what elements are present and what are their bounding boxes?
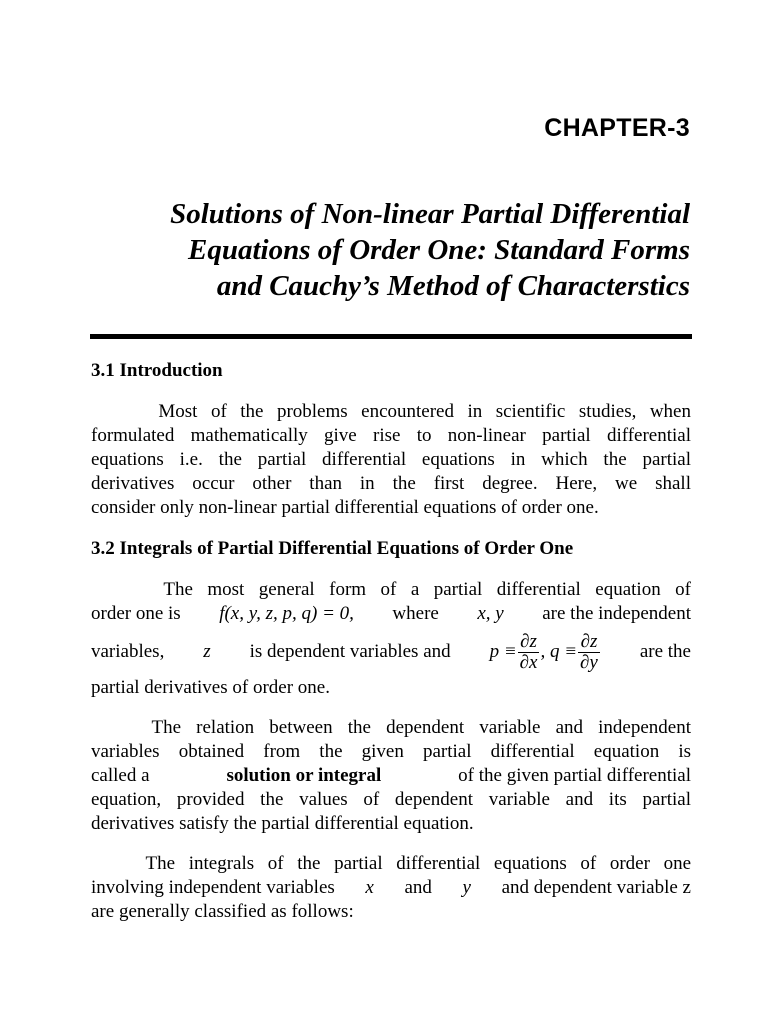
text-line: Most of the problems encountered in scientific studies, when	[91, 401, 691, 422]
text-line: consider only non-linear partial differential equations of order one.	[91, 497, 599, 518]
pde-general-form: f(x, y, z, p, q) = 0,	[219, 603, 354, 624]
fraction-dz-dx: $\frac{\partial z}{\partial x}$	[519, 630, 538, 673]
section-heading: 3.2 Integrals of Partial Differential Equations of Order One	[91, 538, 574, 559]
derivative-formula: p ≡ $\frac{\partial z}{\partial x}$ , q ≡ $\frac{\partial z}{\partial y}$	[489, 630, 598, 673]
text-line: The most general form of a partial differential equation of	[91, 579, 691, 600]
partial-derivative-definition-line: variables, z is dependent variables and p ≡ $\frac{\partial z}{\partial x}$ , q ≡ $\frac{\partial z}{\partial y}$ are the	[91, 630, 691, 673]
chapter-label: CHAPTER-3	[544, 114, 690, 142]
section-heading: 3.1 Introduction	[91, 360, 223, 381]
text-line: equation, provided the values of dependent variable and its partial	[91, 789, 691, 810]
chapter-title-line: Solutions of Non-linear Partial Differential	[170, 198, 690, 230]
text-line: derivatives occur other than in the first degree. Here, we shall	[91, 473, 691, 494]
text-line: derivatives satisfy the partial differential equation.	[91, 813, 474, 834]
title-divider	[90, 334, 692, 339]
fraction-dz-dy: $\frac{\partial z}{\partial y}$	[580, 630, 598, 673]
text-line: formulated mathematically give rise to non-linear partial differential	[91, 425, 691, 446]
text-line: variables obtained from the given partial differential equation is	[91, 741, 691, 762]
general-form-paragraph	[91, 578, 691, 626]
chapter-title	[60, 196, 690, 304]
text-line: The relation between the dependent variable and independent	[91, 717, 691, 738]
text-line: partial derivatives of order one.	[91, 677, 330, 698]
bold-term: solution or integral	[226, 765, 382, 786]
classification-paragraph	[91, 852, 691, 924]
text-line: The integrals of the partial differential equations of order one	[91, 853, 691, 874]
intro-paragraph	[91, 400, 691, 520]
text-line: called a solution or integral of the given partial differential	[91, 765, 691, 786]
chapter-title-line: Equations of Order One: Standard Forms	[188, 234, 690, 266]
text-line: order one is f(x, y, z, p, q) = 0, where x, y are the independent	[91, 603, 691, 624]
text-line: involving independent variables x and y and dependent variable z	[91, 877, 691, 898]
text-line: equations i.e. the partial differential equations in which the partial	[91, 449, 691, 470]
chapter-title-line: and Cauchy’s Method of Characterstics	[216, 270, 690, 302]
text-line: are generally classified as follows:	[91, 901, 354, 922]
solution-definition-paragraph	[91, 716, 691, 836]
